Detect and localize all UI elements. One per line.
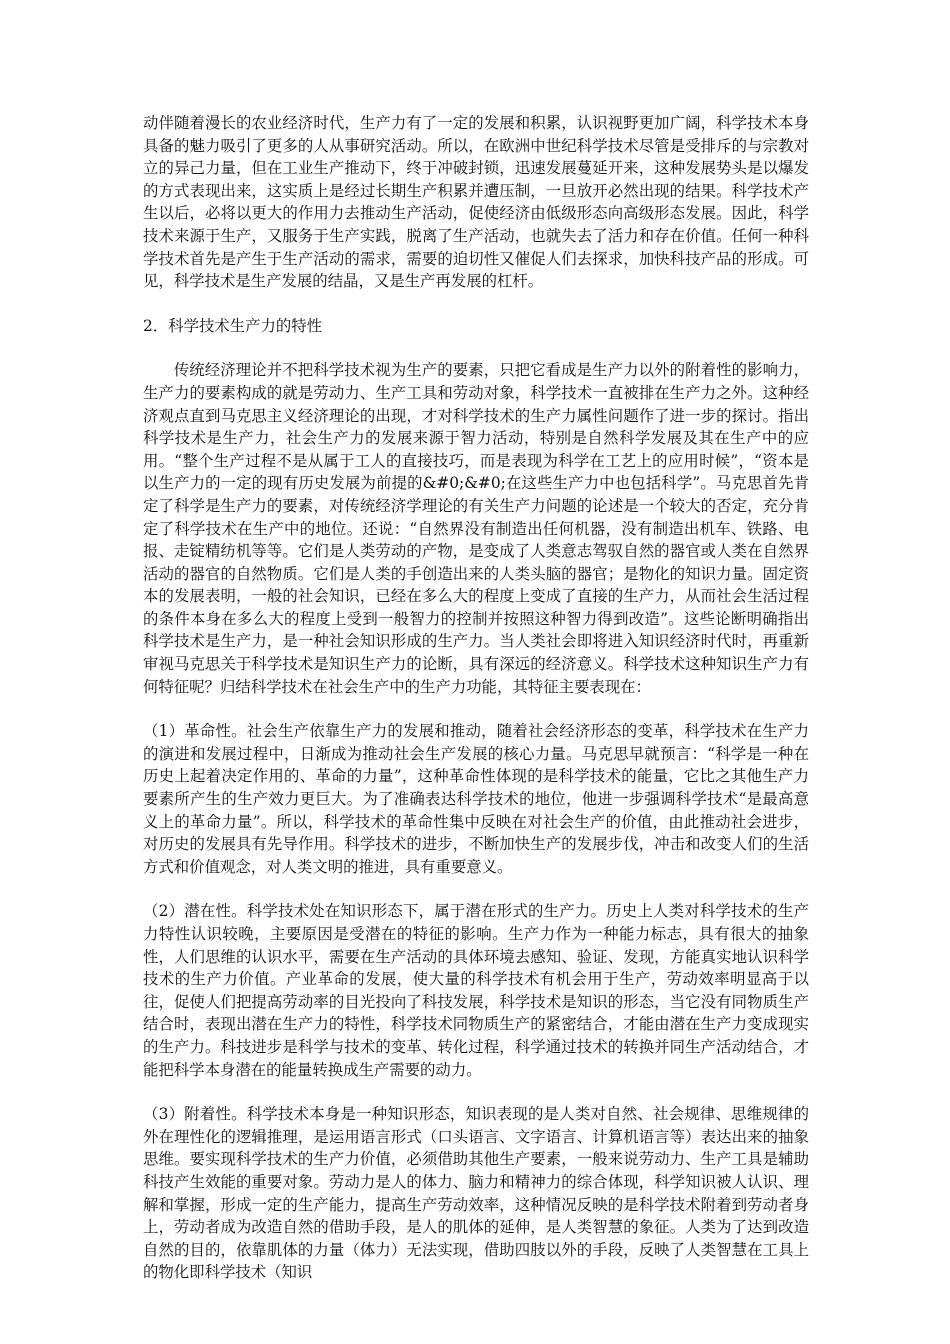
paragraph-attached: （3）附着性。科学技术本身是一种知识形态，知识表现的是人类对自然、社会规律、思维规律的外在理性化的逻辑推理，是运用语言形式（口头语言、文字语言、计算机语言等）表达出来的抽象思维。要实现科学技术的生产力价值，必须借助其他生产要素，一般来说劳动力、生产工具是辅助科技产生效能的重要对象。劳动力是人的体力、脑力和精神力的综合体现，科学知识被人认识、理解和掌握，形成一定的生产能力，提高生产劳动效率，这种情况反映的是科学技术附着到劳动者身上，劳动者成为改造自然的借助手段，是人的肌体的延伸，是人类智慧的象征。人类为了达到改造自然的目的，依靠肌体的力量（体力）无法实现，借助四肢以外的手段，反映了人类智慧在工具上的物化即科学技术（知识 bbox=[143, 1105, 809, 1282]
paragraph-latent: （2）潜在性。科学技术处在知识形态下，属于潜在形式的生产力。历史上人类对科学技术的生产力特性认识较晚，主要原因是受潜在的特征的影响。生产力作为一种能力标志，具有很大的抽象性，人们思维的认识水平，需要在生产活动的具体环境去感知、验证、发现，方能真实地认识科学技术的生产力价值。产业革命的发展，使大量的科学技术有机会用于生产，劳动效率明显高于以往，促使人们把提高劳动率的目光投向了科技发展，科学技术是知识的形态，当它没有同物质生产结合时，表现出潜在生产力的特性，科学技术同物质生产的紧密结合，才能由潜在生产力变成现实的生产力。科技进步是科学与技术的变革、转化过程，科学通过技术的转换并同生产活动结合，才能把科学本身潜在的能量转换成生产需要的动力。 bbox=[143, 902, 809, 1079]
paragraph-spacer bbox=[143, 337, 809, 359]
document-page bbox=[143, 112, 809, 1284]
paragraph-revolutionary: （1）革命性。社会生产依靠生产力的发展和推动，随着社会经济形态的变革，科学技术在生产力的演进和发展过程中，日渐成为推动社会生产发展的核心力量。马克思早就预言：“科学是一种在历史上起着决定作用的、革命的力量”，这种革命性体现的是科学技术的能量，它比之其他生产力要素所产生的生产效力更巨大。为了准确表达科学技术的地位，他进一步强调科学技术“是最高意义上的革命力量”。所以，科学技术的革命性集中反映在对社会生产的价值，由此推动社会进步，对历史的发展具有先导作用。科学技术的进步，不断加快生产的发展步伐，冲击和改变人们的生活方式和价值观念，对人类文明的推进，具有重要意义。 bbox=[143, 722, 809, 876]
paragraph-spacer bbox=[143, 698, 809, 720]
section-heading: 2．科学技术生产力的特性 bbox=[143, 316, 323, 335]
paragraph-spacer bbox=[143, 878, 809, 900]
paragraph-theory: 传统经济理论并不把科学技术视为生产的要素，只把它看成是生产力以外的附着性的影响力，生产力的要素构成的就是劳动力、生产工具和劳动对象，科学技术一直被排在生产力之外。这种经济观点直到马克思主义经济理论的出现，才对科学技术的生产力属性问题作了进一步的探讨。指出科学技术是生产力，社会生产力的发展来源于智力活动，特别是自然科学发展及其在生产中的应用。“整个生产过程不是从属于工人的直接技巧，而是表现为科学在工艺上的应用时候”，“资本是以生产力的一定的现有历史发展为前提的&#0;&#0;在这些生产力中也包括科学”。马克思首先肯定了科学是生产力的要素，对传统经济学理论的有关生产力问题的论述是一个较大的否定，充分肯定了科学技术在生产中的地位。还说：“自然界没有制造出任何机器，没有制造出机车、铁路、电报、走锭精纺机等等。它们是人类劳动的产物，是变成了人类意志驾驭自然的器官或人类在自然界活动的器官的自然物质。它们是人类的手创造出来的人类头脑的器官；是物化的知识力量。固定资本的发展表明，一般的社会知识，已经在多么大的程度上变成了直接的生产力，从而社会生活过程的条件本身在多么大的程度上受到一般智力的控制并按照这种智力得到改造”。这些论断明确指出科学技术是生产力，是一种社会知识形成的生产力。当人类社会即将进入知识经济时代时，再重新审视马克思关于科学技术是知识生产力的论断，具有深远的经济意义。科学技术这种知识生产力有何特征呢？归结科学技术在社会生产中的生产力功能，其特征主要表现在： bbox=[143, 361, 809, 696]
paragraph-spacer bbox=[143, 293, 809, 315]
paragraph-spacer bbox=[143, 1081, 809, 1103]
paragraph-continuation: 动伴随着漫长的农业经济时代，生产力有了一定的发展和积累，认识视野更加广阔，科学技术本身具备的魅力吸引了更多的人从事研究活动。所以，在欧洲中世纪科学技术尽管是受排斥的与宗教对立的异己力量，但在工业生产推动下，终于冲破封锁，迅速发展蔓延开来，这种发展势头是以爆发的方式表现出来，这实质上是经过长期生产积累并遭压制，一旦放开必然出现的结果。科学技术产生以后，必将以更大的作用力去推动生产活动，促使经济由低级形态向高级形态发展。因此，科学技术来源于生产，又服务于生产实践，脱离了生产活动，也就失去了活力和存在价值。任何一种科学技术首先是产生于生产活动的需求，需要的迫切性又催促人们去探求，加快科技产品的形成。可见，科学技术是生产发展的结晶，又是生产再发展的杠杆。 bbox=[143, 114, 809, 291]
